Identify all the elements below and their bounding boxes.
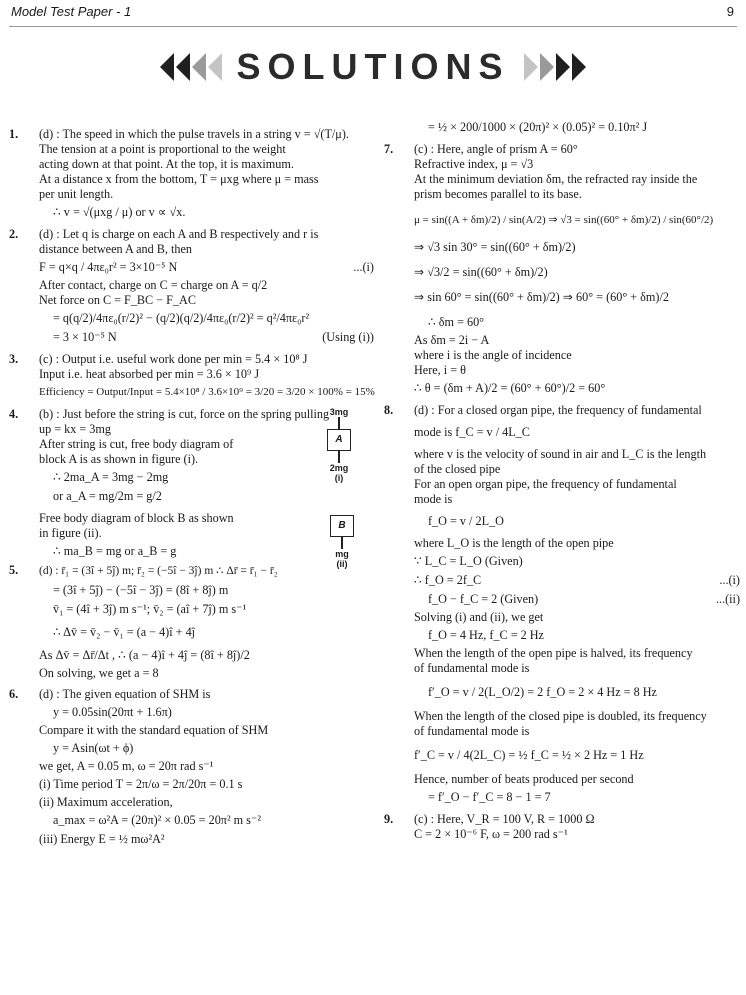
block-a: A (327, 429, 351, 451)
equation: y = 0.05sin(20πt + 1.6π) (53, 705, 172, 719)
equation: Efficiency = Output/Input = 5.4×10⁸ / 3.6×10⁹ = 3/20 = 3/20 × 100% = 15% (39, 386, 375, 398)
block-b: B (330, 515, 354, 537)
solution-line: Compare it with the standard equation of SHM (39, 723, 269, 737)
right-arrows-icon (524, 49, 586, 85)
solution-line: up = kx = 3mg (39, 422, 111, 436)
section-banner (0, 42, 746, 92)
question-number: 1. (9, 127, 19, 141)
free-body-diagram-a (327, 407, 351, 483)
equation: ∴ v = √(μxg / μ) or v ∝ √x. (53, 205, 186, 219)
solution-5 (9, 563, 374, 681)
solution-line: Input i.e. heat absorbed per min = 3.6 × 10⁹ J (39, 367, 260, 381)
solution-4 (9, 407, 374, 569)
solution-line: When the length of the open pipe is halved, its frequency (414, 646, 693, 660)
equation-tag: ...(ii) (715, 592, 740, 606)
left-arrows-icon (160, 49, 222, 85)
equation: = 3 × 10⁻⁵ N (53, 330, 117, 344)
equation: ⇒ √3 sin 30° = sin((60° + δm)/2) (414, 240, 576, 254)
solution-line: in figure (ii). (39, 526, 102, 540)
solution-line: After contact, charge on C = charge on A = q/2 (39, 278, 268, 292)
solution-7 (384, 142, 740, 397)
equation-tag: ...(i) (719, 573, 740, 587)
question-number: 8. (384, 403, 394, 417)
question-number: 2. (9, 227, 19, 241)
solution-1 (9, 127, 374, 221)
page-title: SOLUTIONS (236, 46, 510, 87)
equation: ∴ 2ma_A = 3mg − 2mg (53, 470, 169, 484)
solution-line: Net force on C = F_BC − F_AC (39, 293, 196, 307)
equation: v̄₁ = (4î + 3ĵ) m s⁻¹; v̄₂ = (aî + 7ĵ) m s⁻¹ (53, 602, 247, 616)
equation: ∴ ma_B = mg or a_B = g (53, 544, 177, 558)
equation: a_max = ω²A = (20π)² × 0.05 = 20π² m s⁻² (53, 813, 261, 827)
solution-line: (d) : Let q is charge on each A and B respectively and r is (39, 227, 319, 241)
solution-line: prism becomes parallel to its base. (414, 187, 582, 201)
solution-line: (c) : Here, angle of prism A = 60° (414, 142, 578, 156)
solution-9 (384, 812, 740, 842)
header-divider (9, 26, 737, 27)
question-number: 5. (9, 563, 19, 577)
question-number: 6. (9, 687, 19, 701)
equation: f′_C = v / 4(2L_C) = ½ f_C = ½ × 2 Hz = 1 Hz (414, 748, 644, 762)
equation: ∵ L_C = L_O (Given) (414, 554, 523, 568)
solution-line: (b) : Just before the string is cut, force on the spring pulling (39, 407, 330, 421)
solution-line: per unit length. (39, 187, 114, 201)
solution-line: block A is as shown in figure (i). (39, 452, 199, 466)
page-number: 9 (726, 4, 734, 19)
question-number: 4. (9, 407, 19, 421)
equation: F = q×q / 4πε₀r² = 3×10⁻⁵ N (39, 260, 178, 274)
free-body-diagram-b (330, 515, 354, 569)
solution-line: When the length of the closed pipe is doubled, its frequency (414, 709, 707, 723)
equation: ⇒ √3/2 = sin((60° + δm)/2) (414, 265, 548, 279)
solution-line: (d) : The speed in which the pulse travels in a string v = √(T/μ). (39, 127, 349, 141)
solution-line: The tension at a point is proportional to the weight (39, 142, 286, 156)
solution-line: At a distance x from the bottom, T = μxg where μ = mass (39, 172, 319, 186)
figure-caption: (i) (334, 473, 344, 483)
solution-line: (c) : Output i.e. useful work done per min = 5.4 × 10⁸ J (39, 352, 308, 366)
solution-line: of fundamental mode is (414, 661, 530, 675)
solution-6-continued (384, 119, 740, 136)
equation: = f′_O − f′_C = 8 − 1 = 7 (428, 790, 551, 804)
equation: f_O = v / 2L_O (428, 514, 504, 528)
solution-line: (d) : The given equation of SHM is (39, 687, 211, 701)
solution-line: Free body diagram of block B as shown (39, 511, 234, 525)
equation: f_O − f_C = 2 (Given) (428, 592, 539, 606)
solution-line: On solving, we get a = 8 (39, 666, 159, 680)
equation: f_O = 4 Hz, f_C = 2 Hz (428, 628, 544, 642)
equation: y = Asin(ωt + ϕ) (53, 741, 134, 755)
left-column (9, 127, 374, 854)
solution-line: Solving (i) and (ii), we get (414, 610, 544, 624)
equation: ∴ θ = (δm + A)/2 = (60° + 60°)/2 = 60° (414, 381, 606, 395)
solution-line: where i is the angle of incidence (414, 348, 572, 362)
equation: μ = sin((A + δm)/2) / sin(A/2) ⇒ √3 = sin((60° + δm)/2) / sin(60°/2) (414, 214, 714, 226)
solution-line: we get, A = 0.05 m, ω = 20π rad s⁻¹ (39, 759, 214, 773)
solution-line: Hence, number of beats produced per second (414, 772, 634, 786)
solution-line: (c) : Here, V_R = 100 V, R = 1000 Ω (414, 812, 595, 826)
question-number: 9. (384, 812, 394, 826)
equation: = ½ × 200/1000 × (20π)² × (0.05)² = 0.10π² J (428, 120, 648, 134)
question-number: 3. (9, 352, 19, 366)
force-label: 2mg (329, 463, 349, 473)
equation: (iii) Energy E = ½ mω²A² (39, 832, 165, 846)
solution-2 (9, 227, 374, 346)
solution-line: At the minimum deviation δm, the refracted ray inside the (414, 172, 698, 186)
equation: or a_A = mg/2m = g/2 (53, 489, 162, 503)
equation: ⇒ sin 60° = sin((60° + δm)/2) ⇒ 60° = (60° + δm)/2 (414, 290, 669, 304)
solution-3 (9, 352, 374, 401)
equation: mode is f_C = v / 4L_C (414, 425, 530, 439)
solution-line: where L_O is the length of the open pipe (414, 536, 614, 550)
solution-line: (d) : For a closed organ pipe, the frequency of fundamental (414, 403, 702, 417)
solution-line: mode is (414, 492, 453, 506)
solution-line: acting down at that point. At the top, it is maximum. (39, 157, 294, 171)
solution-line: of fundamental mode is (414, 724, 530, 738)
solution-line: where v is the velocity of sound in air and L_C is the length (414, 447, 707, 461)
equation: f′_O = v / 2(L_O/2) = 2 f_O = 2 × 4 Hz = 8 Hz (428, 685, 657, 699)
solution-8 (384, 403, 740, 806)
force-label: mg (335, 549, 349, 559)
equation: ∴ f_O = 2f_C (414, 573, 482, 587)
solution-line: Here, i = θ (414, 363, 466, 377)
solution-line: C = 2 × 10⁻⁶ F, ω = 200 rad s⁻¹ (414, 827, 568, 841)
equation: = (3î + 5ĵ) − (−5î − 3ĵ) = (8î + 8ĵ) m (53, 583, 229, 597)
equation-tag: ...(i) (353, 260, 374, 274)
solution-line: After string is cut, free body diagram of (39, 437, 234, 451)
solution-line: distance between A and B, then (39, 242, 192, 256)
solution-line: For an open organ pipe, the frequency of fundamental (414, 477, 677, 491)
equation: ∴ δm = 60° (428, 315, 485, 329)
solution-line: As δm = 2i − A (414, 333, 490, 347)
figure-caption: (ii) (336, 559, 348, 569)
equation: ∴ Δv̄ = v̄₂ − v̄₁ = (a − 4)î + 4ĵ (53, 625, 196, 639)
header-title: Model Test Paper - 1 (11, 4, 132, 19)
equation: (i) Time period T = 2π/ω = 2π/20π = 0.1 s (39, 777, 243, 791)
equation: As Δv̄ = Δr̄/Δt , ∴ (a − 4)î + 4ĵ = (8î + 8ĵ)/2 (39, 648, 250, 662)
equation-tag: (Using (i)) (322, 330, 374, 344)
right-column (384, 117, 740, 848)
equation: = q(q/2)/4πε₀(r/2)² − (q/2)(q/2)/4πε₀(r/2)² = q²/4πε₀r² (53, 311, 310, 325)
force-label: 3mg (329, 407, 349, 417)
question-number: 7. (384, 142, 394, 156)
equation: (d) : r̄₁ = (3î + 5ĵ) m; r̄₂ = (−5î − 3ĵ) m ∴ Δr̄ = r̄₁ − r̄₂ (39, 565, 278, 577)
solution-line: of the closed pipe (414, 462, 501, 476)
solution-line: Refractive index, μ = √3 (414, 157, 534, 171)
solution-line: (ii) Maximum acceleration, (39, 795, 173, 809)
solution-6 (9, 687, 374, 848)
